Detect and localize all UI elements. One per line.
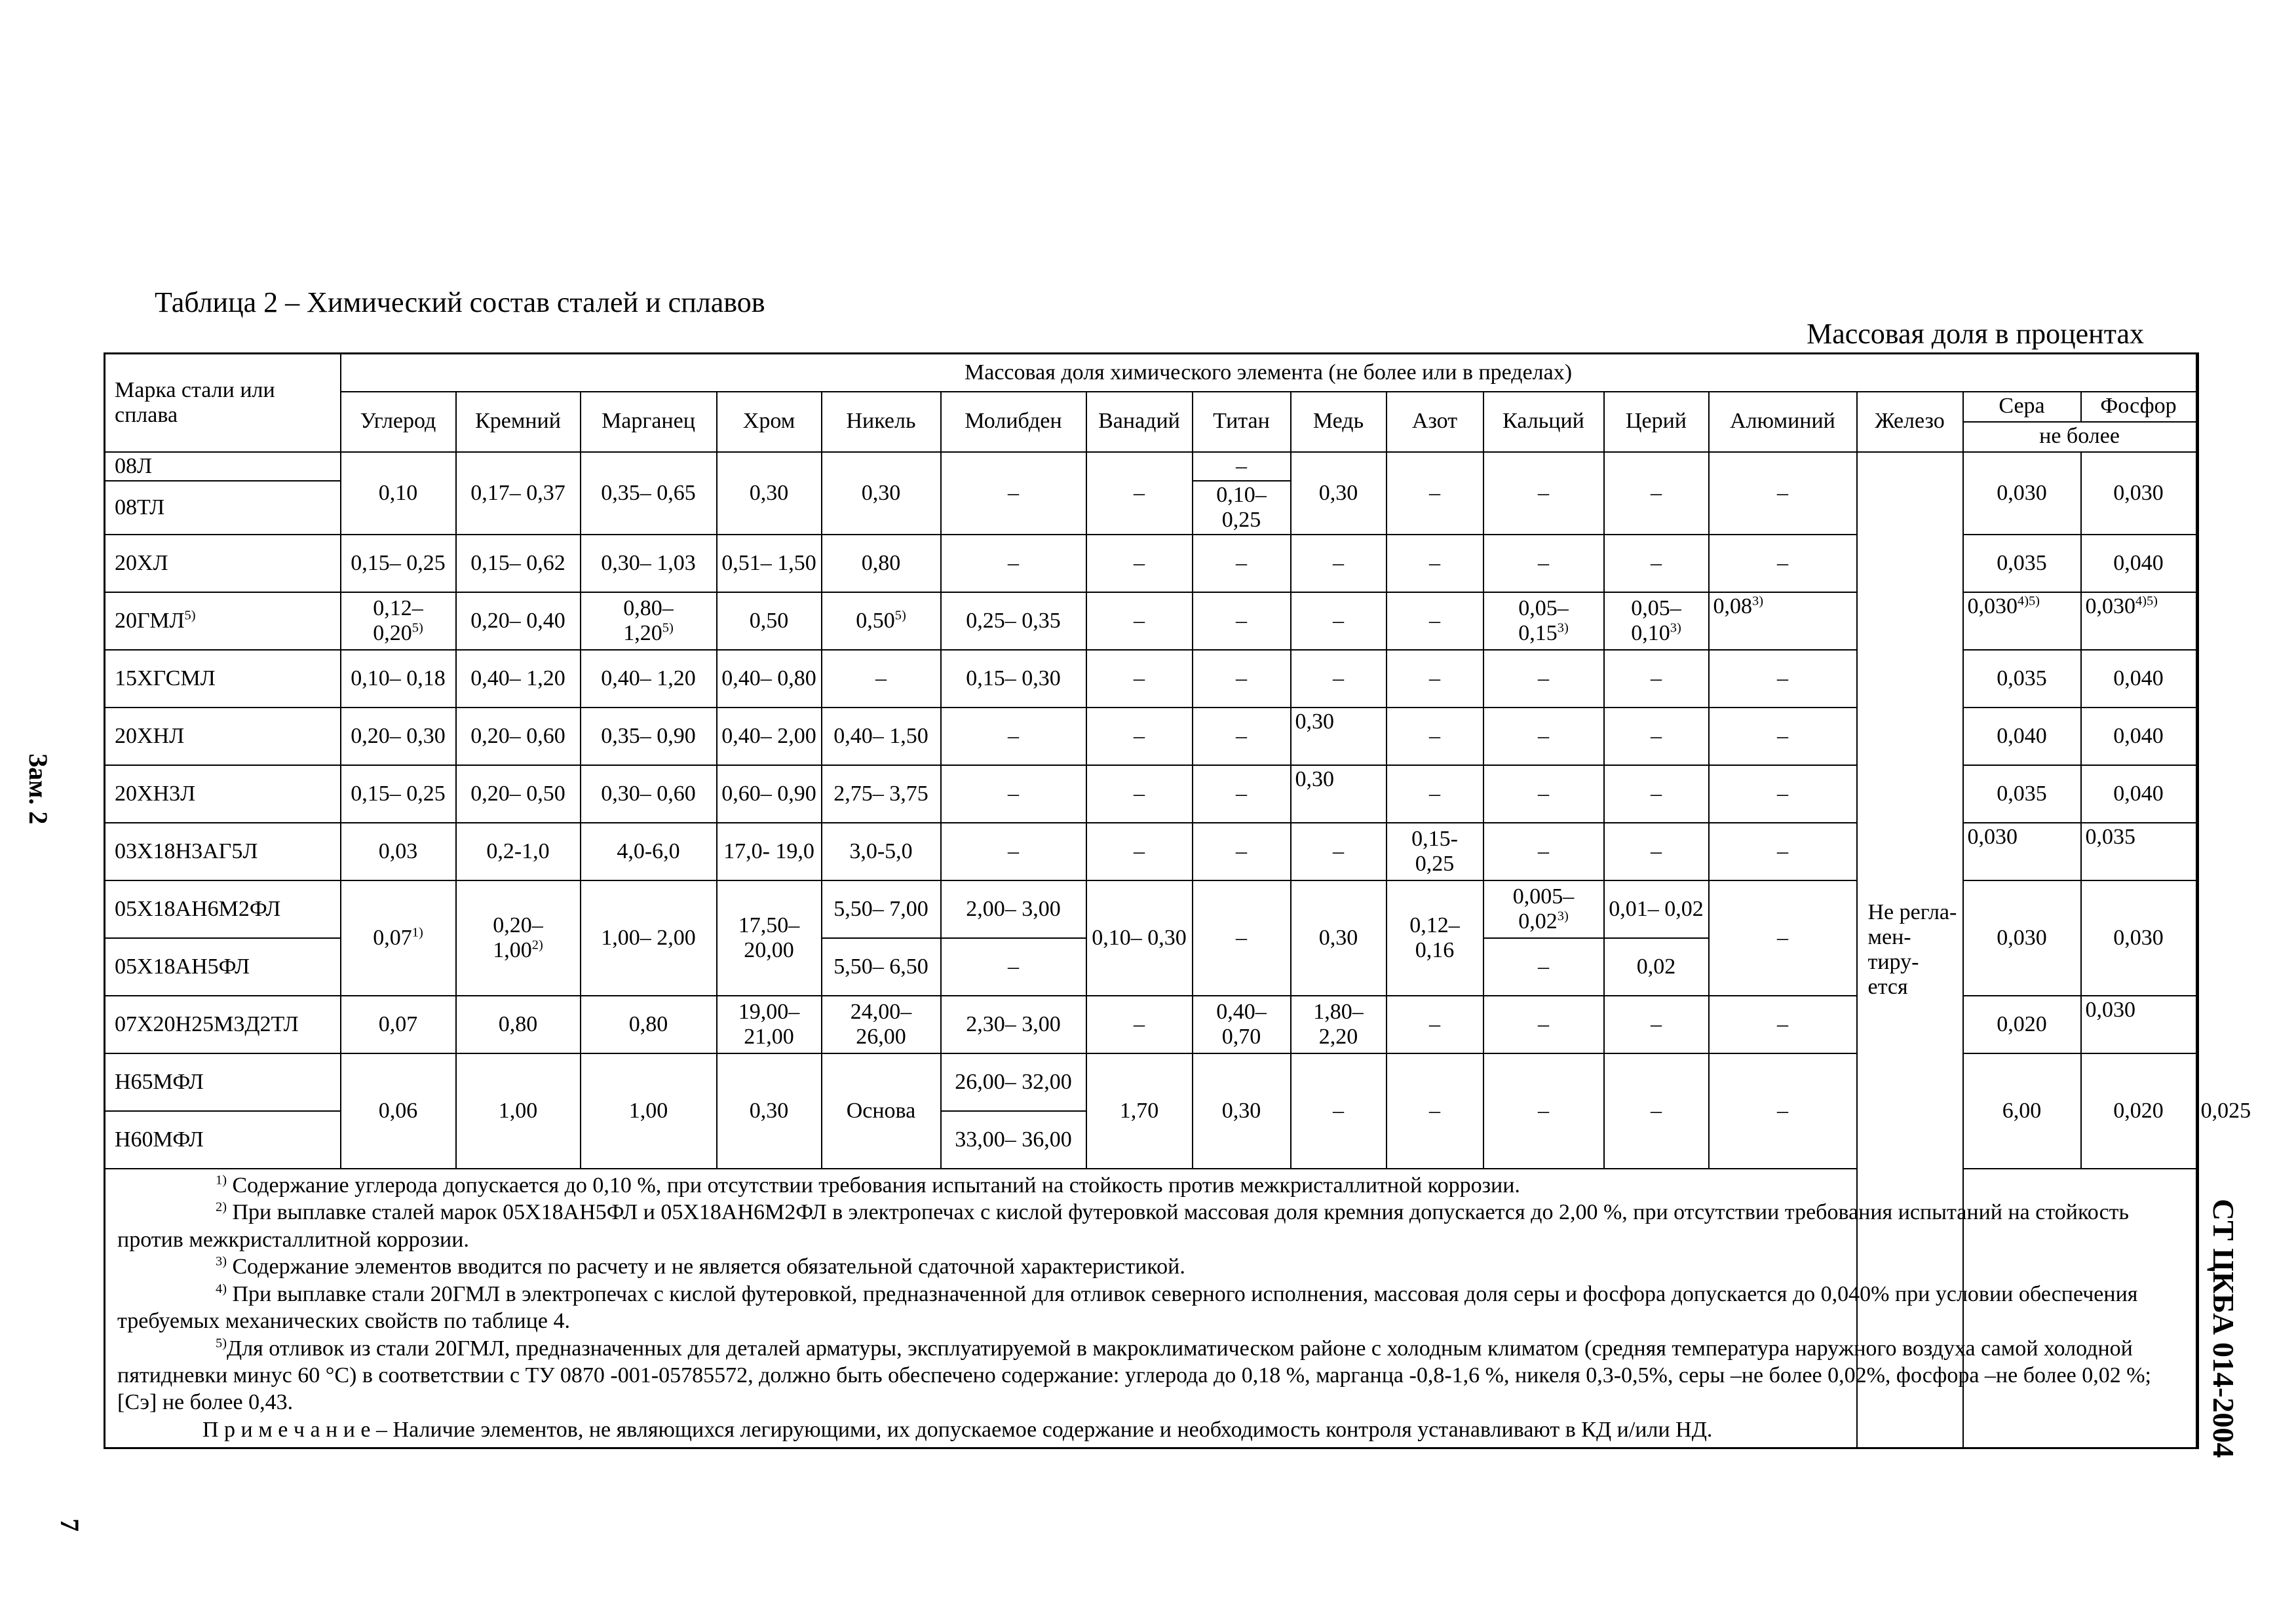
data-cell: 24,00– 26,00 (822, 996, 941, 1053)
data-cell: 0,30 (1291, 880, 1387, 996)
footnote-ref: 5) (894, 608, 906, 623)
data-cell: 0,15– 0,62 (456, 535, 581, 592)
footnote-ref: 3) (1557, 620, 1569, 635)
data-cell: 0,035 (1963, 650, 2081, 708)
grade-cell: 20ХЛ (105, 535, 341, 592)
data-cell: 0,040 (2081, 650, 2196, 708)
data-cell: – (941, 535, 1086, 592)
data-cell: – (941, 765, 1086, 823)
data-cell: 0,20– 0,60 (456, 708, 581, 765)
data-cell: 0,005– 0,02$^{3)}$ (1483, 880, 1604, 938)
data-cell: – (1709, 823, 1857, 880)
data-cell: 0,40– 1,50 (822, 708, 941, 765)
data-cell: 0,50 (717, 592, 822, 650)
data-cell: $0,030^{4)5)}$ (2081, 592, 2196, 650)
data-cell: 0,10– 0,30 (1086, 880, 1193, 996)
data-cell: 0,040 (1963, 708, 2081, 765)
data-cell: 0,2-1,0 (456, 823, 581, 880)
data-cell: 0,040 (2081, 535, 2196, 592)
col-header: Углерод (341, 392, 456, 452)
data-cell: 0,30 (1291, 765, 1387, 823)
data-cell: – (1193, 708, 1291, 765)
data-cell: 0,030 (2081, 452, 2196, 535)
data-cell: – (1193, 765, 1291, 823)
data-cell: 0,51– 1,50 (717, 535, 822, 592)
grade-cell: 08ТЛ (105, 481, 341, 535)
grade-cell: 03Х18Н3АГ5Л (105, 823, 341, 880)
data-cell: – (1291, 650, 1387, 708)
data-cell: Основа (822, 1053, 941, 1169)
data-cell: – (941, 823, 1086, 880)
col-header: Кальций (1483, 392, 1604, 452)
data-cell: 0,40– 0,70 (1193, 996, 1291, 1053)
data-cell: 0,30– 0,60 (581, 765, 717, 823)
group-header: Массовая доля химического элемента (не более или в пределах) (341, 354, 2196, 392)
data-cell: 0,17– 0,37 (456, 452, 581, 535)
data-cell: – (1193, 452, 1291, 481)
col-header: Азот (1387, 392, 1483, 452)
col-header: Медь (1291, 392, 1387, 452)
footnote-ref: 5) (662, 620, 674, 635)
footnotes (105, 1169, 2196, 1448)
data-cell: – (1604, 996, 1709, 1053)
data-cell: – (1291, 1053, 1387, 1169)
data-cell: 0,01– 0,02 (1604, 880, 1709, 938)
data-cell: – (1709, 765, 1857, 823)
data-cell: – (1193, 880, 1291, 996)
col-header: Никель (822, 392, 941, 452)
col-header-phosphorus: Фосфор (2081, 392, 2196, 422)
footnote: $^{5)}$Для отливок из стали 20ГМЛ, предназначенных для деталей арматуры, эксплуатируемой в макроклиматическом районе с холодным климатом (средняя температура наружного воздуха самой холодной пятидневки минус 60 °С) в соответствии с ТУ 0870 -001-05785572, должно быть обеспечено содержание: углерода до 0,18 %, марганца -0,8-1,6 %, никеля 0,3-0,5%, серы –не более 0,02%, фосфора –не более 0,02 %; [Сэ] не более 0,43. (117, 1336, 2151, 1415)
data-cell: 0,030 (1963, 452, 2081, 535)
data-cell: – (1086, 452, 1193, 535)
footnote: $^{1)}$ Содержание углерода допускается до 0,10 %, при отсутствии требования испытаний на стойкость против межкристаллитной коррозии. (216, 1173, 1520, 1198)
col-header: Молибден (941, 392, 1086, 452)
data-cell: 0,030 (1963, 823, 2081, 880)
data-cell: 2,00– 3,00 (941, 880, 1086, 938)
data-cell: 0,80 (822, 535, 941, 592)
footnote: $^{2)}$ При выплавке сталей марок 05Х18АН5ФЛ и 05Х18АН6М2ФЛ в электропечах с кислой футеровкой массовая доля кремния допускается до 2,00 %, при отсутствии требования испытаний на стойкость против межкристаллитной коррозии. (117, 1199, 2130, 1252)
data-cell: 0,040 (2081, 708, 2196, 765)
footnote-ref: 3) (1557, 909, 1569, 924)
grade-cell: 08Л (105, 452, 341, 481)
footnote: $^{4)}$ При выплавке стали 20ГМЛ в электропечах с кислой футеровкой, предназначенной для отливок северного исполнения, массовая доля серы и фосфора допускается до 0,040% при условии обеспечения требуемых механических свойств по таблице 4. (117, 1281, 2138, 1334)
iron-not-regulated-cell: Не регла- мен- тиру- ется (1857, 452, 1963, 1448)
data-cell: 0,35– 0,65 (581, 452, 717, 535)
data-cell: 0,06 (341, 1053, 456, 1169)
data-cell: 0,020 (1963, 996, 2081, 1053)
data-cell: 1,70 (1086, 1053, 1193, 1169)
data-cell: 0,30 (1291, 708, 1387, 765)
footnote-ref: 2) (531, 937, 543, 953)
footnote-ref: 4)5) (2018, 594, 2040, 609)
footnote-ref: 5) (184, 608, 196, 623)
data-cell: 0,12– 0,20$^{5)}$ (341, 592, 456, 650)
amendment-label: Зам. 2 (24, 753, 53, 825)
data-cell: 0,035 (1963, 765, 2081, 823)
data-cell: 17,50– 20,00 (717, 880, 822, 996)
data-cell: – (1086, 650, 1193, 708)
grade-cell: Н65МФЛ (105, 1053, 341, 1111)
col-header: Марганец (581, 392, 717, 452)
footnote-ref: 1) (411, 925, 423, 940)
data-cell: 6,00 (1963, 1053, 2081, 1169)
data-cell: – (1709, 650, 1857, 708)
data-cell: – (1483, 452, 1604, 535)
data-cell: – (1387, 1053, 1483, 1169)
data-cell: 0,30 (717, 452, 822, 535)
data-cell: 0,03 (341, 823, 456, 880)
data-cell: 1,00 (581, 1053, 717, 1169)
data-cell: – (1483, 1053, 1604, 1169)
data-cell: 0,07 (341, 996, 456, 1053)
grade-cell: Н60МФЛ (105, 1111, 341, 1169)
data-cell: 0,80 (456, 996, 581, 1053)
col-header: Церий (1604, 392, 1709, 452)
data-cell: 33,00– 36,00 (941, 1111, 1086, 1169)
data-cell: 5,50– 6,50 (822, 938, 941, 996)
col-header: Хром (717, 392, 822, 452)
data-cell: 0,20– 1,00$^{2)}$ (456, 880, 581, 996)
data-cell: – (1387, 592, 1483, 650)
data-cell: – (1483, 823, 1604, 880)
data-cell: – (1387, 765, 1483, 823)
data-cell: 0,30– 1,03 (581, 535, 717, 592)
data-cell: 0,025 (2196, 1053, 2198, 1169)
data-cell: 0,40– 1,20 (581, 650, 717, 708)
col-header-sulfur: Сера (1963, 392, 2081, 422)
data-cell: 0,50$^{5)}$ (822, 592, 941, 650)
col-header: Титан (1193, 392, 1291, 452)
data-cell: – (1086, 765, 1193, 823)
data-cell: – (1483, 535, 1604, 592)
data-cell: 0,12– 0,16 (1387, 880, 1483, 996)
data-cell: – (1709, 452, 1857, 535)
data-cell: 1,00– 2,00 (581, 880, 717, 996)
data-cell: 0,035 (2081, 823, 2196, 880)
table-caption: Таблица 2 – Химический состав сталей и сплавов (155, 286, 765, 318)
data-cell: – (1291, 823, 1387, 880)
data-cell: 0,20– 0,50 (456, 765, 581, 823)
data-cell: – (1387, 996, 1483, 1053)
data-cell: – (1291, 592, 1387, 650)
data-cell: 0,05– 0,10$^{3)}$ (1604, 592, 1709, 650)
grade-cell: 05Х18АН6М2ФЛ (105, 880, 341, 938)
data-cell: 0,30 (1291, 452, 1387, 535)
col-header: Алюминий (1709, 392, 1857, 452)
data-cell: 4,0-6,0 (581, 823, 717, 880)
data-cell: 0,10– 0,25 (1193, 481, 1291, 535)
data-cell: – (1483, 650, 1604, 708)
data-cell: – (1387, 650, 1483, 708)
data-cell: – (1193, 823, 1291, 880)
data-cell: 0,40– 1,20 (456, 650, 581, 708)
data-cell: – (1387, 452, 1483, 535)
data-cell: 1,80– 2,20 (1291, 996, 1387, 1053)
data-cell: – (1483, 938, 1604, 996)
data-cell: 0,040 (2081, 765, 2196, 823)
data-cell: – (941, 938, 1086, 996)
col-header: Кремний (456, 392, 581, 452)
data-cell: – (1086, 996, 1193, 1053)
data-cell: – (1604, 765, 1709, 823)
data-cell: 0,30 (1193, 1053, 1291, 1169)
not-more-header: не более (1963, 422, 2196, 452)
data-cell: – (1604, 535, 1709, 592)
data-cell: – (1291, 535, 1387, 592)
data-cell: – (1709, 708, 1857, 765)
data-cell: 0,80 (581, 996, 717, 1053)
col-header: Железо (1857, 392, 1963, 452)
grade-header: Марка стали или сплава (105, 354, 341, 452)
data-cell: – (1086, 592, 1193, 650)
data-cell: – (1709, 535, 1857, 592)
data-cell: – (1604, 708, 1709, 765)
data-cell: – (1483, 708, 1604, 765)
data-cell: 0,030 (1963, 880, 2081, 996)
data-cell: – (1604, 452, 1709, 535)
data-cell: – (1193, 535, 1291, 592)
data-cell: 0,80– 1,20$^{5)}$ (581, 592, 717, 650)
data-cell: 0,60– 0,90 (717, 765, 822, 823)
units-note: Массовая доля в процентах (1807, 318, 2144, 350)
data-cell: 19,00– 21,00 (717, 996, 822, 1053)
data-cell: 0,10– 0,18 (341, 650, 456, 708)
data-cell: 3,0-5,0 (822, 823, 941, 880)
data-cell: 0,15– 0,30 (941, 650, 1086, 708)
footnote-ref: 5) (411, 620, 423, 635)
data-cell: 0,08$^{3)}$ (1709, 592, 1857, 650)
data-cell: 0,020 (2081, 1053, 2196, 1169)
data-cell: 0,30 (717, 1053, 822, 1169)
data-cell: – (1387, 708, 1483, 765)
data-cell: 0,30 (822, 452, 941, 535)
document-code: СТ ЦКБА 014-2004 (2207, 1199, 2240, 1458)
data-cell: $0,030^{4)5)}$ (1963, 592, 2081, 650)
data-cell: – (1193, 592, 1291, 650)
data-cell: 2,30– 3,00 (941, 996, 1086, 1053)
data-cell: 0,07$^{1)}$ (341, 880, 456, 996)
data-cell: – (941, 452, 1086, 535)
data-cell: – (1604, 650, 1709, 708)
col-header: Ванадий (1086, 392, 1193, 452)
data-cell: 0,15– 0,25 (341, 535, 456, 592)
data-cell: – (1086, 708, 1193, 765)
footnote: $^{3)}$ Содержание элементов вводится по расчету и не является обязательной сдаточной характеристикой. (216, 1254, 1185, 1279)
data-cell: 0,20– 0,30 (341, 708, 456, 765)
grade-cell: 20ХН3Л (105, 765, 341, 823)
data-cell: 2,75– 3,75 (822, 765, 941, 823)
data-cell: – (1483, 765, 1604, 823)
data-cell: 0,05– 0,15$^{3)}$ (1483, 592, 1604, 650)
page-number: 7 (55, 1519, 85, 1532)
data-cell: 0,10 (341, 452, 456, 535)
grade-cell: 05Х18АН5ФЛ (105, 938, 341, 996)
data-cell: – (1483, 996, 1604, 1053)
data-cell: – (1086, 823, 1193, 880)
data-cell: 0,40– 0,80 (717, 650, 822, 708)
data-cell: 0,35– 0,90 (581, 708, 717, 765)
grade-cell: 20ХНЛ (105, 708, 341, 765)
data-cell: 0,02 (1604, 938, 1709, 996)
data-cell: 0,20– 0,40 (456, 592, 581, 650)
grade-cell: 15ХГСМЛ (105, 650, 341, 708)
data-cell: – (1604, 823, 1709, 880)
data-cell: – (1086, 535, 1193, 592)
footnote-ref: 3) (1752, 594, 1763, 609)
data-cell: – (941, 708, 1086, 765)
grade-cell: 20ГМЛ$^{5)}$ (105, 592, 341, 650)
data-cell: 17,0- 19,0 (717, 823, 822, 880)
footnote-ref: 3) (1670, 620, 1681, 635)
data-cell: 0,15– 0,25 (341, 765, 456, 823)
footnote-ref: 4)5) (2135, 594, 2158, 609)
grade-cell: 07Х20Н25М3Д2ТЛ (105, 996, 341, 1053)
data-cell: – (1709, 880, 1857, 996)
data-cell: – (1604, 1053, 1709, 1169)
data-cell: – (822, 650, 941, 708)
data-cell: 26,00– 32,00 (941, 1053, 1086, 1111)
data-cell: – (1193, 650, 1291, 708)
data-cell: 0,15- 0,25 (1387, 823, 1483, 880)
data-cell: 0,030 (2081, 996, 2196, 1053)
data-cell: 5,50– 7,00 (822, 880, 941, 938)
remark: П р и м е ч а н и е – Наличие элементов, не являющихся легирующими, их допускаемое содержание и необходимость контроля устанавливают в КД и/или НД. (202, 1417, 1713, 1442)
data-cell: 0,25– 0,35 (941, 592, 1086, 650)
data-cell: – (1709, 996, 1857, 1053)
data-cell: – (1387, 535, 1483, 592)
data-cell: 1,00 (456, 1053, 581, 1169)
data-cell: 0,035 (1963, 535, 2081, 592)
data-cell: 0,40– 2,00 (717, 708, 822, 765)
data-cell: – (1709, 1053, 1857, 1169)
data-cell: 0,030 (2081, 880, 2196, 996)
